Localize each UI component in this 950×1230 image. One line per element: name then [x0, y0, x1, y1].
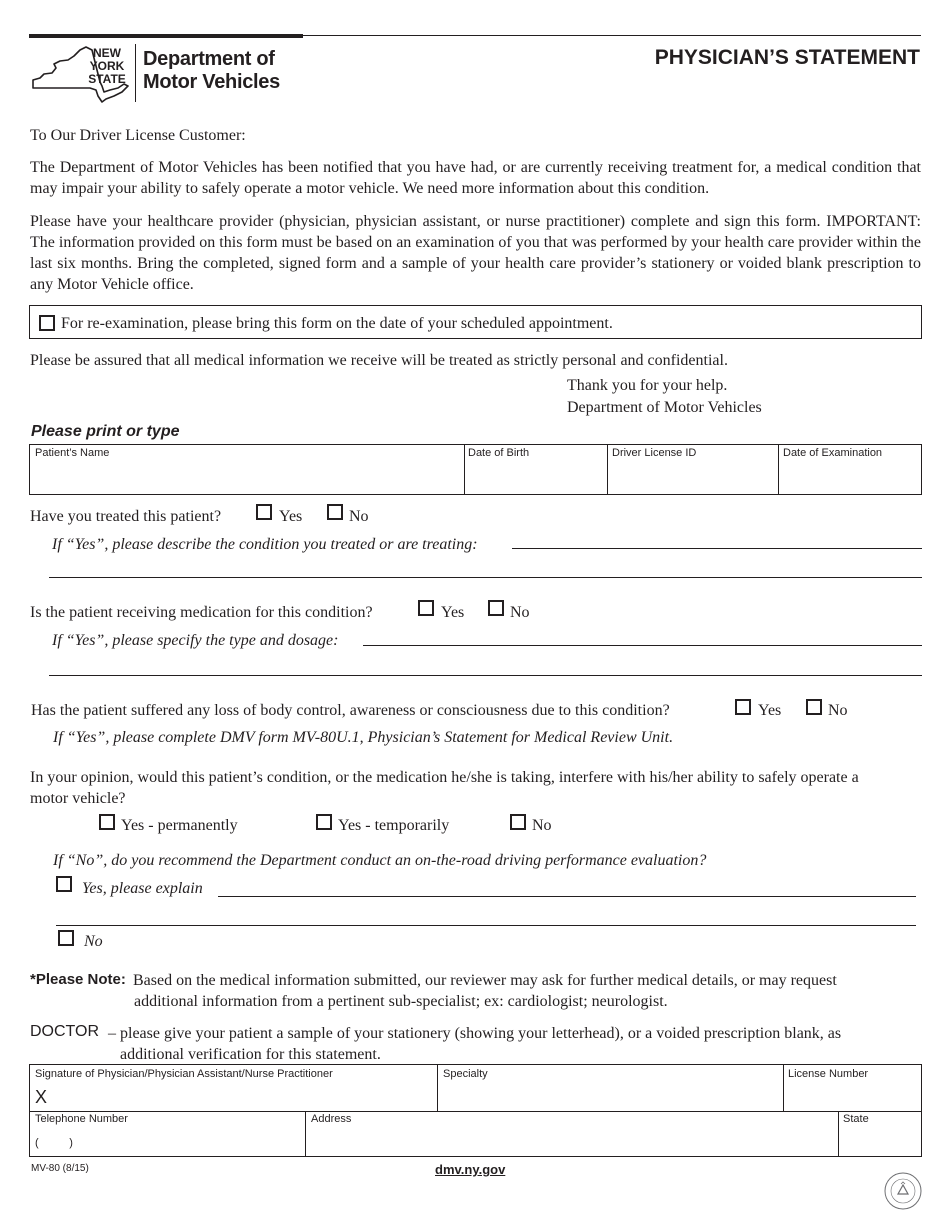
intro-paragraph-1: The Department of Motor Vehicles has been notified that you have had, or are currently receiving treatment for, a medical condition that may impair your ability to safely operate a motor vehicle. We need more information about this condition. — [30, 159, 921, 197]
q1-yes-checkbox[interactable] — [256, 504, 272, 520]
logo-state-text: NEW YORK STATE — [88, 46, 126, 86]
q4-no-label: No — [532, 817, 552, 834]
signature-table-divider — [838, 1111, 839, 1157]
signature-input[interactable] — [54, 1084, 434, 1109]
website-link[interactable]: dmv.ny.gov — [435, 1162, 506, 1177]
q5-explain-line[interactable] — [218, 896, 916, 897]
q4-yes-permanently-label: Yes - permanently — [121, 817, 238, 834]
state-label: State — [843, 1113, 869, 1125]
confidential-statement: Please be assured that all medical information we receive will be treated as strictly personal and confidential. — [30, 352, 728, 369]
patient-table-divider — [607, 444, 608, 495]
reexam-checkbox[interactable] — [39, 315, 55, 331]
form-title: PHYSICIAN’S STATEMENT — [654, 46, 920, 69]
q2-answer-line[interactable] — [49, 675, 922, 676]
q5-yes-label: Yes, please explain — [82, 880, 203, 897]
patient-name-label: Patient’s Name — [35, 447, 110, 459]
recycle-seal-icon — [883, 1171, 923, 1211]
form-number: MV-80 (8/15) — [31, 1163, 89, 1174]
signature-label: Signature of Physician/Physician Assistant/Nurse Practitioner — [35, 1068, 333, 1080]
doctor-label: DOCTOR — [30, 1023, 100, 1040]
q3-no-checkbox[interactable] — [806, 699, 822, 715]
q5-road-evaluation: If “No”, do you recommend the Department conduct an on-the-road driving performance evaluation? — [53, 852, 707, 869]
patient-table-divider — [464, 444, 465, 495]
intro-paragraph-2: Please have your healthcare provider (physician, physician assistant, or nurse practitioner) complete and sign this form. IMPORTANT: The information provided on this form must be based on an examination of you that was performed by your health care provider within the last six months. Bring the completed, signed form and a sample of your health care provider’s stationery or voided blank prescription to any Motor Vehicle office. — [30, 213, 921, 293]
thanks-line: Thank you for your help. — [567, 377, 728, 394]
exam-date-input[interactable] — [780, 462, 920, 493]
doctor-line2: additional verification for this statement. — [120, 1046, 381, 1063]
q2-yes-label: Yes — [441, 604, 465, 621]
signature-table-divider — [305, 1111, 306, 1157]
doctor-line1: – please give your patient a sample of your stationery (showing your letterhead), or a voided prescription blank, as — [108, 1025, 842, 1042]
q1-no-label: No — [349, 508, 369, 525]
state-input[interactable] — [841, 1128, 920, 1155]
q3-yes-label: Yes — [758, 702, 782, 719]
address-input[interactable] — [308, 1128, 836, 1155]
date-of-birth-label: Date of Birth — [468, 447, 530, 459]
note-line1: Based on the medical information submitted, our reviewer may ask for further medical details, or may request — [133, 972, 837, 989]
q1-answer-line[interactable] — [512, 548, 922, 549]
driver-license-id-label: Driver License ID — [612, 447, 697, 459]
q4-yes-temporarily-checkbox[interactable] — [316, 814, 332, 830]
specialty-label: Specialty — [443, 1068, 488, 1080]
q3-followup: If “Yes”, please complete DMV form MV-80U.1, Physician’s Statement for Medical Review Unit. — [53, 729, 674, 746]
q5-no-label: No — [84, 933, 103, 950]
q5-no-checkbox[interactable] — [58, 930, 74, 946]
signature-table-divider — [783, 1064, 784, 1111]
reexam-label: For re-examination, please bring this form on the date of your scheduled appointment. — [61, 315, 613, 332]
license-number-label: License Number — [788, 1068, 869, 1080]
q1-followup: If “Yes”, please describe the condition you treated or are treating: — [52, 536, 478, 553]
patient-name-input[interactable] — [31, 462, 463, 493]
greeting: To Our Driver License Customer: — [30, 127, 246, 144]
signoff-line: Department of Motor Vehicles — [567, 399, 762, 416]
logo-divider — [135, 44, 136, 102]
q1-answer-line[interactable] — [49, 577, 922, 578]
q5-yes-checkbox[interactable] — [56, 876, 72, 892]
q4-opinion-line2: motor vehicle? — [30, 790, 126, 807]
header-rule-thin — [303, 35, 921, 36]
q5-explain-line[interactable] — [56, 925, 916, 926]
q4-opinion-line1: In your opinion, would this patient’s condition, or the medication he/she is taking, interfere with his/her ability to safely operate a — [30, 769, 859, 786]
q3-no-label: No — [828, 702, 848, 719]
specialty-input[interactable] — [440, 1084, 780, 1109]
q2-answer-line[interactable] — [363, 645, 922, 646]
q2-yes-checkbox[interactable] — [418, 600, 434, 616]
q4-no-checkbox[interactable] — [510, 814, 526, 830]
q1-no-checkbox[interactable] — [327, 504, 343, 520]
print-or-type-heading: Please print or type — [31, 423, 180, 440]
date-of-birth-input[interactable] — [466, 462, 606, 493]
exam-date-label: Date of Examination — [783, 447, 883, 459]
signature-table-row-divider — [29, 1111, 922, 1112]
note-label: *Please Note: — [30, 971, 126, 988]
q3-loss-of-control: Has the patient suffered any loss of body control, awareness or consciousness due to this condition? — [31, 702, 670, 719]
q2-receiving-medication: Is the patient receiving medication for this condition? — [30, 604, 373, 621]
header-rule-thick — [29, 34, 303, 38]
q4-yes-permanently-checkbox[interactable] — [99, 814, 115, 830]
q4-yes-temporarily-label: Yes - temporarily — [338, 817, 450, 834]
address-label: Address — [311, 1113, 352, 1125]
department-name: Department of Motor Vehicles — [143, 48, 280, 93]
patient-table-divider — [778, 444, 779, 495]
license-number-input[interactable] — [786, 1084, 920, 1109]
q1-treated-patient: Have you treated this patient? — [30, 508, 222, 525]
q2-followup: If “Yes”, please specify the type and dosage: — [52, 632, 339, 649]
signature-x-mark: X — [35, 1087, 48, 1107]
telephone-input[interactable]: ( ) — [35, 1137, 73, 1149]
note-line2: additional information from a pertinent sub-specialist; ex: cardiologist; neurologist. — [134, 993, 668, 1010]
driver-license-id-input[interactable] — [609, 462, 777, 493]
q3-yes-checkbox[interactable] — [735, 699, 751, 715]
q1-yes-label: Yes — [279, 508, 303, 525]
q2-no-label: No — [510, 604, 530, 621]
q2-no-checkbox[interactable] — [488, 600, 504, 616]
telephone-label: Telephone Number — [35, 1113, 128, 1125]
signature-table-divider — [437, 1064, 438, 1111]
